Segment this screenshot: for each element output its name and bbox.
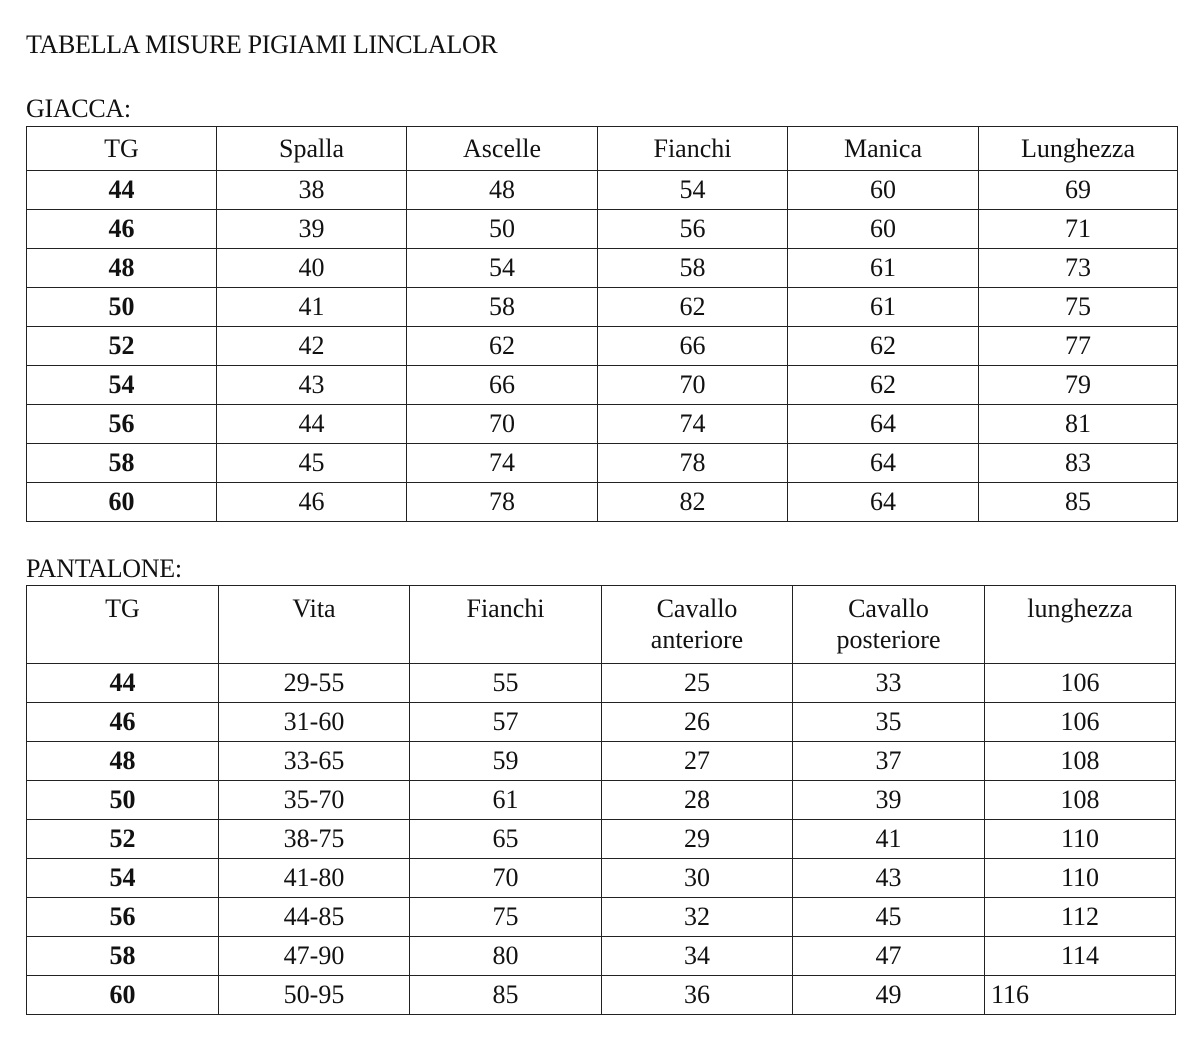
table-row — [27, 937, 1176, 976]
pantalone-section-title: PANTALONE: — [26, 554, 182, 583]
table-cell: 64 — [788, 483, 979, 522]
table-cell: 59 — [410, 742, 602, 781]
table-row — [27, 742, 1176, 781]
giacca-size-table — [26, 126, 1178, 522]
table-cell: 55 — [410, 664, 602, 703]
size-cell: 58 — [27, 444, 217, 483]
table-cell: 112 — [985, 898, 1176, 937]
table-cell: 70 — [598, 366, 788, 405]
table-cell: 39 — [793, 781, 985, 820]
table-row — [27, 288, 1178, 327]
table-cell: 35-70 — [219, 781, 410, 820]
table-cell: 29 — [602, 820, 793, 859]
table-row — [27, 171, 1178, 210]
table-cell: 64 — [788, 444, 979, 483]
table-cell: 37 — [793, 742, 985, 781]
table-cell: 32 — [602, 898, 793, 937]
table-row — [27, 249, 1178, 288]
document-title: TABELLA MISURE PIGIAMI LINCLALOR — [26, 30, 498, 59]
table-cell: 62 — [788, 366, 979, 405]
table-cell: 65 — [410, 820, 602, 859]
table-row — [27, 405, 1178, 444]
table-row — [27, 327, 1178, 366]
table-cell: 60 — [788, 210, 979, 249]
giacca-column-header: TG — [27, 127, 217, 171]
table-cell: 33-65 — [219, 742, 410, 781]
table-cell: 44 — [217, 405, 407, 444]
table-cell: 80 — [410, 937, 602, 976]
table-cell: 58 — [407, 288, 598, 327]
table-cell: 42 — [217, 327, 407, 366]
size-cell: 44 — [27, 171, 217, 210]
table-cell: 41 — [793, 820, 985, 859]
table-row — [27, 976, 1176, 1015]
table-cell: 28 — [602, 781, 793, 820]
pantalone-header-row — [27, 586, 1176, 664]
table-row — [27, 781, 1176, 820]
table-cell: 27 — [602, 742, 793, 781]
table-cell: 114 — [985, 937, 1176, 976]
size-cell: 52 — [27, 820, 219, 859]
table-cell: 106 — [985, 664, 1176, 703]
table-cell: 78 — [598, 444, 788, 483]
table-cell: 64 — [788, 405, 979, 444]
table-cell: 30 — [602, 859, 793, 898]
table-cell: 70 — [410, 859, 602, 898]
size-cell: 56 — [27, 405, 217, 444]
table-cell: 31-60 — [219, 703, 410, 742]
table-cell: 43 — [793, 859, 985, 898]
table-cell: 54 — [407, 249, 598, 288]
table-row — [27, 703, 1176, 742]
giacca-column-header: Lunghezza — [979, 127, 1178, 171]
table-cell: 44-85 — [219, 898, 410, 937]
table-cell: 45 — [217, 444, 407, 483]
table-cell: 61 — [410, 781, 602, 820]
table-row — [27, 483, 1178, 522]
table-cell: 110 — [985, 820, 1176, 859]
size-cell: 50 — [27, 781, 219, 820]
table-cell: 108 — [985, 742, 1176, 781]
table-cell: 58 — [598, 249, 788, 288]
table-cell: 39 — [217, 210, 407, 249]
table-row — [27, 664, 1176, 703]
size-cell: 46 — [27, 703, 219, 742]
table-cell: 57 — [410, 703, 602, 742]
table-cell: 116 — [985, 976, 1176, 1015]
table-cell: 66 — [407, 366, 598, 405]
table-cell: 79 — [979, 366, 1178, 405]
table-cell: 108 — [985, 781, 1176, 820]
size-cell: 54 — [27, 859, 219, 898]
table-cell: 74 — [407, 444, 598, 483]
table-cell: 35 — [793, 703, 985, 742]
table-cell: 61 — [788, 249, 979, 288]
table-cell: 29-55 — [219, 664, 410, 703]
table-cell: 34 — [602, 937, 793, 976]
table-cell: 110 — [985, 859, 1176, 898]
table-cell: 47 — [793, 937, 985, 976]
giacca-table-body — [27, 171, 1178, 522]
table-cell: 36 — [602, 976, 793, 1015]
size-cell: 48 — [27, 742, 219, 781]
table-cell: 70 — [407, 405, 598, 444]
table-cell: 61 — [788, 288, 979, 327]
table-cell: 62 — [788, 327, 979, 366]
table-cell: 43 — [217, 366, 407, 405]
giacca-table-header — [27, 127, 1178, 171]
table-row — [27, 859, 1176, 898]
table-cell: 41 — [217, 288, 407, 327]
table-cell: 71 — [979, 210, 1178, 249]
pantalone-column-header: Fianchi — [410, 586, 602, 664]
pantalone-column-header: lunghezza — [985, 586, 1176, 664]
pantalone-column-header: Cavallo posteriore — [793, 586, 985, 664]
table-row — [27, 210, 1178, 249]
size-cell: 54 — [27, 366, 217, 405]
pantalone-size-table — [26, 585, 1176, 1015]
size-cell: 50 — [27, 288, 217, 327]
giacca-column-header: Fianchi — [598, 127, 788, 171]
table-cell: 60 — [788, 171, 979, 210]
table-cell: 85 — [410, 976, 602, 1015]
table-cell: 82 — [598, 483, 788, 522]
size-cell: 48 — [27, 249, 217, 288]
size-cell: 52 — [27, 327, 217, 366]
pantalone-column-header: Vita — [219, 586, 410, 664]
table-cell: 56 — [598, 210, 788, 249]
size-cell: 56 — [27, 898, 219, 937]
size-cell: 58 — [27, 937, 219, 976]
table-cell: 74 — [598, 405, 788, 444]
table-cell: 45 — [793, 898, 985, 937]
table-cell: 81 — [979, 405, 1178, 444]
table-cell: 106 — [985, 703, 1176, 742]
table-cell: 73 — [979, 249, 1178, 288]
table-row — [27, 444, 1178, 483]
table-cell: 50 — [407, 210, 598, 249]
size-cell: 60 — [27, 976, 219, 1015]
giacca-header-row — [27, 127, 1178, 171]
size-cell: 44 — [27, 664, 219, 703]
table-cell: 85 — [979, 483, 1178, 522]
table-cell: 62 — [598, 288, 788, 327]
size-cell: 60 — [27, 483, 217, 522]
size-cell: 46 — [27, 210, 217, 249]
table-row — [27, 898, 1176, 937]
table-cell: 49 — [793, 976, 985, 1015]
table-row — [27, 366, 1178, 405]
giacca-column-header: Spalla — [217, 127, 407, 171]
pantalone-table-header — [27, 586, 1176, 664]
table-cell: 69 — [979, 171, 1178, 210]
table-cell: 46 — [217, 483, 407, 522]
giacca-column-header: Ascelle — [407, 127, 598, 171]
table-cell: 66 — [598, 327, 788, 366]
pantalone-column-header: TG — [27, 586, 219, 664]
table-cell: 38-75 — [219, 820, 410, 859]
table-cell: 40 — [217, 249, 407, 288]
table-cell: 77 — [979, 327, 1178, 366]
table-cell: 41-80 — [219, 859, 410, 898]
table-cell: 47-90 — [219, 937, 410, 976]
table-cell: 25 — [602, 664, 793, 703]
giacca-section-title: GIACCA: — [26, 94, 131, 123]
table-cell: 26 — [602, 703, 793, 742]
table-cell: 50-95 — [219, 976, 410, 1015]
table-cell: 48 — [407, 171, 598, 210]
table-cell: 75 — [979, 288, 1178, 327]
table-cell: 75 — [410, 898, 602, 937]
table-row — [27, 820, 1176, 859]
table-cell: 83 — [979, 444, 1178, 483]
table-cell: 54 — [598, 171, 788, 210]
giacca-column-header: Manica — [788, 127, 979, 171]
pantalone-column-header: Cavallo anteriore — [602, 586, 793, 664]
table-cell: 78 — [407, 483, 598, 522]
table-cell: 33 — [793, 664, 985, 703]
table-cell: 62 — [407, 327, 598, 366]
table-cell: 38 — [217, 171, 407, 210]
pantalone-table-body — [27, 664, 1176, 1015]
